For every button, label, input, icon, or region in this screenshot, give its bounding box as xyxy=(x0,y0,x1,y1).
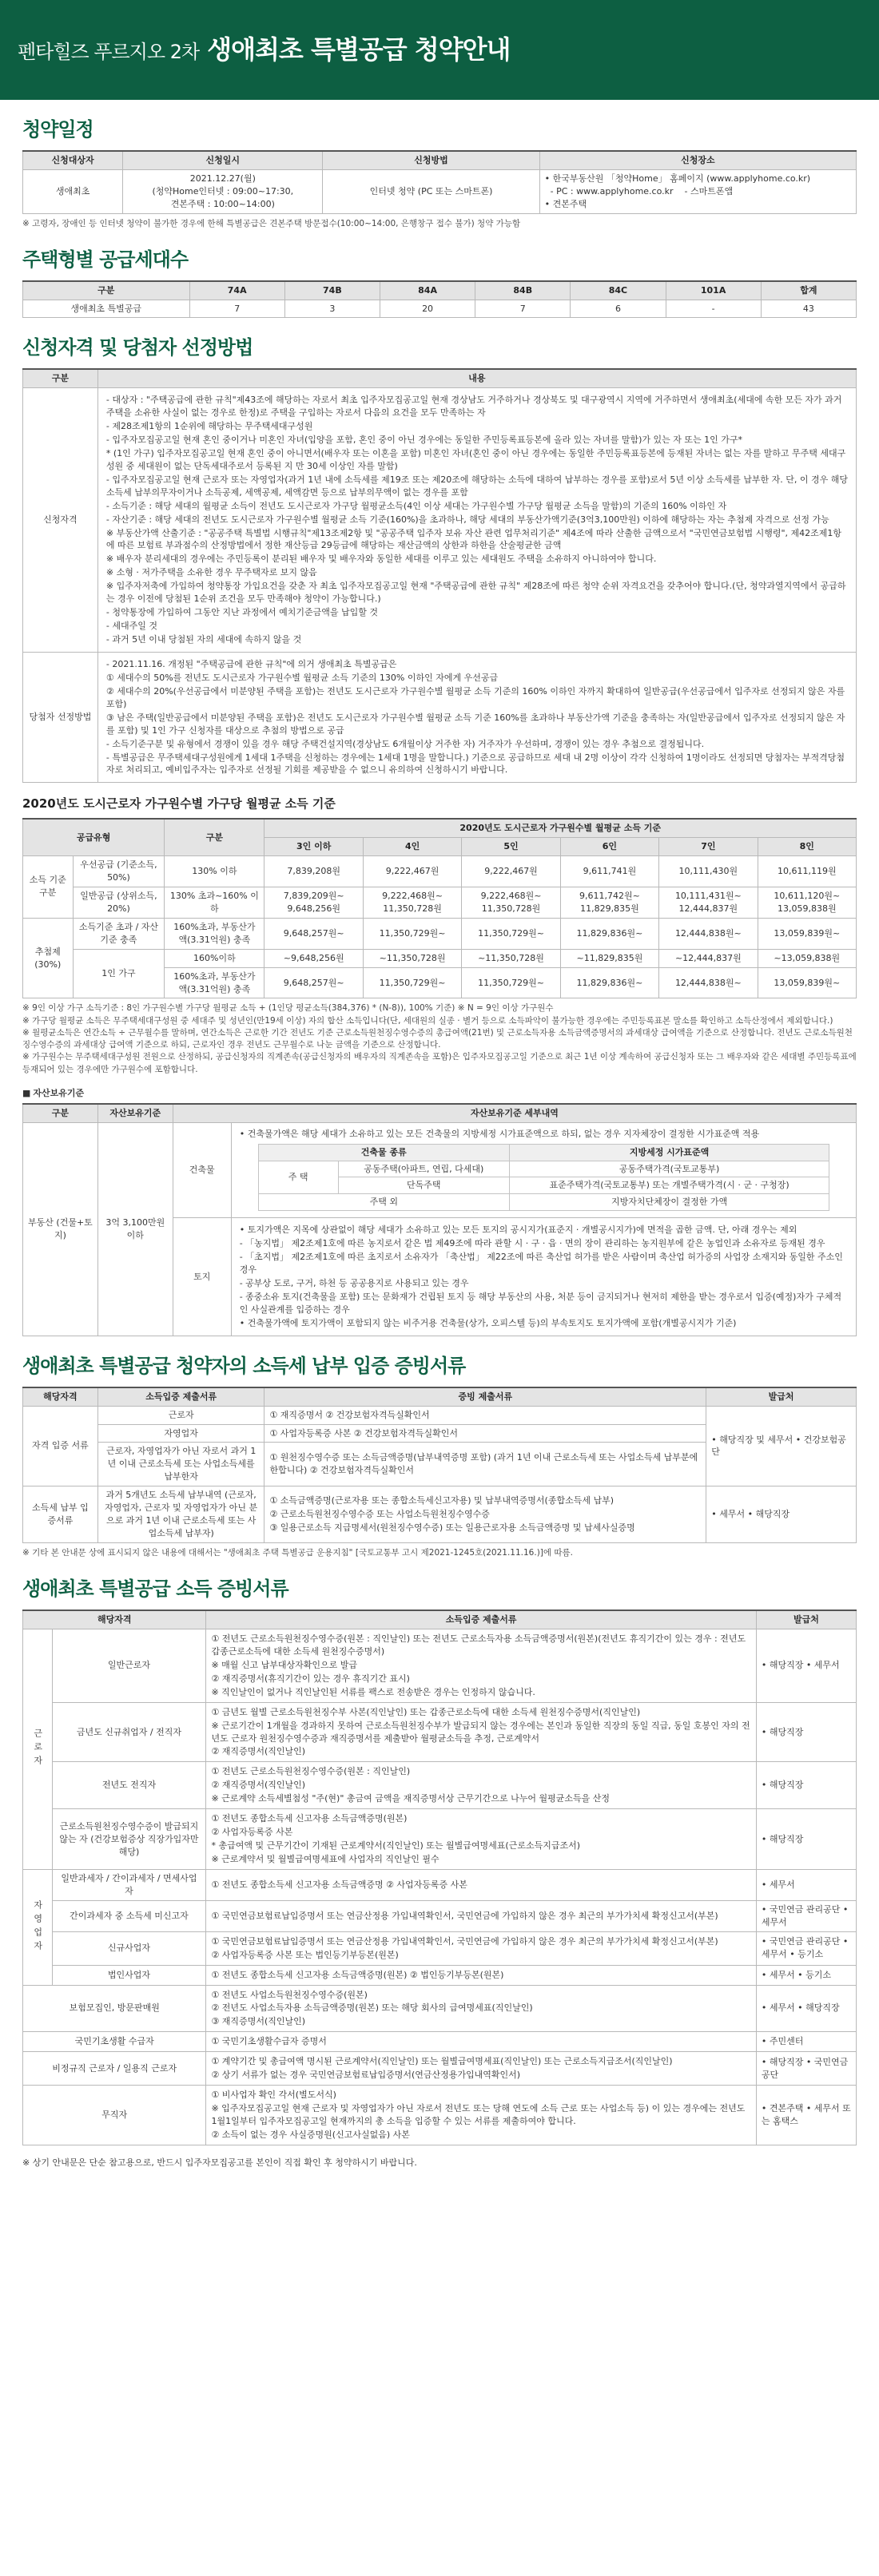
proof-qual: 간이과세자 중 소득세 미신고자 xyxy=(52,1900,206,1931)
header-cell: 84C xyxy=(571,281,666,300)
proof-doc-line: ② 상기 서류가 없는 경우 국민연금보험료납입증명서(연금산정용가입내역확인서) xyxy=(211,2070,521,2081)
land-item: - 「농지법」 제2조제1호에 따른 농지로서 같은 법 제49조에 따라 관할 시 · 구 · 읍 · 면의 장이 관리하는 농지원부에 같은 농업인과 소유자로 등재된 경우 xyxy=(239,1238,825,1249)
page-title-main: 생애최초 특별공급 청약안내 xyxy=(207,34,511,65)
proof-issuer: • 국민연금 관리공단 • 세무서 xyxy=(756,1900,856,1931)
proof-doc-line: ① 전년도 근로소득원천징수영수증(원본 : 직인날인) xyxy=(211,1766,411,1777)
tax-note: ※ 기타 본 안내문 상에 표시되지 않은 내용에 대해서는 "생애최초 주택 특별공급 운용지침" [국토교통부 고시 제2021-1245호(2021.11.16.)]에 따름. xyxy=(22,1548,573,1558)
footer-note: ※ 상기 안내문은 단순 참고용으로, 반드시 입주자모집공고를 본인이 직접 확인 후 청약하시기 바랍니다. xyxy=(22,2157,417,2168)
table-row xyxy=(23,300,857,318)
header-cell: 84A xyxy=(380,281,475,300)
income-value: 9,222,467원 xyxy=(462,856,560,887)
proof-qual: 일반근로자 xyxy=(52,1629,206,1702)
header-cell: 해당자격 xyxy=(23,1610,206,1629)
proof-doc-line: ① 국민기초생활수급자 증명서 xyxy=(211,2036,327,2047)
income-div: 130% 이하 xyxy=(165,856,264,887)
income-note: ※ 월평균소득은 연간소득 ÷ 근무월수를 말하며, 연간소득은 근로한 기간 전년도 기준 근로소득원천징수영수증의 총급여액(21번) 및 근로소득자용 소득금액증명서의 과세대상 급여액을 기준으로 산정합니다. 전년도 근로소득원천징수영수증의 과세대상 급여액 기준으로 하되, 근로자인 경우 전년도 근무월수로 나눈 금액을 기준으로 산정합니다. xyxy=(22,1027,853,1050)
qual-item: - 입주자모집공고일 현재 혼인 중이거나 미혼인 자녀(입양을 포함, 혼인 중이 아닌 경우에는 동일한 주민등록표등본에 올라 있는 자녀를 말함)가 있는 자 또는 1인 가구* xyxy=(105,434,743,445)
proof-doc-line: ② 소득이 없는 경우 사실증명원(신고사실없음) 사본 xyxy=(211,2129,410,2140)
table-row xyxy=(23,1486,857,1543)
income-div: 160%이하 xyxy=(165,949,264,967)
header-cell: 5인 xyxy=(462,838,560,856)
header-cell: 소득입증 제출서류 xyxy=(97,1387,264,1406)
building-type: 단독주택 xyxy=(338,1177,509,1194)
header-cell: 74A xyxy=(189,281,284,300)
supply-cell: 7 xyxy=(475,300,571,318)
qual-table xyxy=(22,368,857,783)
income-value: ~9,648,256원 xyxy=(264,949,363,967)
building-house-label: 주 택 xyxy=(258,1161,338,1194)
proof-docs xyxy=(206,1965,756,1985)
qual-item: ※ 배우자 분리세대의 경우에는 주민등록이 분리된 배우자 및 배우자와 동일한 세대를 이루고 있는 세대원도 주택을 소유하지 아니하여야 합니다. xyxy=(105,554,657,565)
tax-group: 소득세 납부 입증서류 xyxy=(23,1486,98,1543)
income-value: 10,611,120원~ 13,059,838원 xyxy=(758,887,856,918)
proof-docs xyxy=(206,2052,756,2086)
income-value: ~13,059,838원 xyxy=(758,949,856,967)
header-cell: 신청대상자 xyxy=(23,151,123,169)
supply-cell: 43 xyxy=(761,300,856,318)
income-div: 160%초과, 부동산가액(3.31억원) 충족 xyxy=(165,918,264,949)
header-cell: 101A xyxy=(666,281,761,300)
proof-qual: 법인사업자 xyxy=(52,1965,206,1985)
building-type: 공동주택(아파트, 연립, 다세대) xyxy=(338,1161,509,1177)
tax-doc-line: ③ 일용근로소득 지급명세서(원천징수영수증) 또는 일용근로자용 소득금액증명 및 납세사실증명 xyxy=(269,1522,635,1534)
header-cell: 구분 xyxy=(23,1104,98,1122)
proof-qual: 전년도 전직자 xyxy=(52,1762,206,1809)
income-title: 2020년도 도시근로자 가구원수별 가구당 월평균 소득 기준 xyxy=(22,796,336,812)
qual-item: - 2021.11.16. 개정된 "주택공급에 관한 규칙"에 의거 생애최초 특별공급은 xyxy=(105,658,397,669)
proof-doc-line: ※ 근로기간이 1개월을 경과하지 못하여 근로소득원천징수부가 발급되지 않는 경우에는 본인과 동일한 직장의 동일 직급, 동일 호봉인 자의 전년도 근로자 원천징수영수증과 재직증명서를 제출받아 월평균소득을 추정, 근로계약서 xyxy=(211,1720,750,1744)
qual-item: - 청약통장에 가입하여 그동안 지난 과정에서 예치기준금액을 납입할 것 xyxy=(105,607,378,618)
header-cell: 합계 xyxy=(761,281,856,300)
proof-issuer: • 세무서 • 해당직장 xyxy=(756,1985,856,2032)
income-value: 12,444,838원~ xyxy=(659,967,758,998)
proof-doc-line: ※ 직인날인이 없거나 직인날인된 서류를 팩스로 전송받은 경우는 인정하지 않습니다. xyxy=(211,1686,535,1697)
income-value: 11,350,729원~ xyxy=(462,967,560,998)
income-value: 11,350,729원~ xyxy=(462,918,560,949)
schedule-title: 청약일정 xyxy=(22,118,93,141)
building-type: 주택 외 xyxy=(258,1194,509,1211)
header-cell: 84B xyxy=(475,281,571,300)
datetime-line: 견본주택 : 10:00~14:00) xyxy=(170,198,275,209)
header-cell: 신청장소 xyxy=(539,151,856,169)
income-note: ※ 가구당 월평균 소득은 무주택세대구성원 중 세대주 및 성년인(만19세 이상) 자의 합산 소득입니다(단, 세대원의 실종 · 별거 등으로 소득파악이 불가능한 경우에는 주민등록표본 말소를 확인하고 소득산정에서 제외합니다.) xyxy=(22,1015,833,1026)
tax-issuer: • 해당직장 및 세무서 • 건강보험공단 xyxy=(706,1406,857,1486)
table-row xyxy=(258,1161,829,1177)
qual-item: - 대상자 : "주택공급에 관한 규칙"제43조에 해당하는 자로서 최초 입주자모집공고일 현재 경상남도 거주하거나 경상북도 및 대구광역시 지역에 거주하면서 생애최초(세대에 속한 모든 자가 과거 주택을 소유한 사실이 없는 경우로 한정)로 주택을 구입하는 자로서 다음의 요건을 모두 만족하는 자 xyxy=(105,395,842,419)
table-header-row xyxy=(23,281,857,300)
building-value: 표준주택가격(국토교통부) 또는 개별주택가격(시 · 군 · 구청장) xyxy=(509,1177,829,1194)
land-item: - 「초지법」 제2조제1호에 따른 초지로서 소유자가 「축산법」 제22조에 따른 축산업 허가를 받은 사람이며 축산업 허가증의 사업장 소재지와 동일한 주소인 경우 xyxy=(239,1252,843,1276)
building-value: 공동주택가격(국토교통부) xyxy=(509,1161,829,1177)
header-cell: 내용 xyxy=(97,369,856,387)
proof-doc-line: ② 재직증명서(직인날인) xyxy=(211,1780,306,1791)
table-row xyxy=(23,1629,857,1702)
proof-issuer: • 세무서 • 등기소 xyxy=(756,1965,856,1985)
header-cell: 해당자격 xyxy=(23,1387,98,1406)
proof-issuer: • 견본주택 • 세무서 또는 홈택스 xyxy=(756,2086,856,2145)
table-header-row xyxy=(23,369,857,387)
header-cell: 공급유형 xyxy=(23,819,165,855)
proof-issuer: • 주민센터 xyxy=(756,2032,856,2052)
header-cell: 7인 xyxy=(659,838,758,856)
tax-group: 자격 입증 서류 xyxy=(23,1406,98,1486)
proof-docs xyxy=(206,1869,756,1900)
qual-item: - 소득기준구분 및 유형에서 경쟁이 있을 경우 해당 주택건설지역(경상남도 6개월이상 거주한 자) 거주자가 우선하며, 경쟁이 있는 경우 추첨으로 결정됩니다. xyxy=(105,738,705,749)
proof-qual: 국민기초생활 수급자 xyxy=(23,2032,206,2052)
table-row xyxy=(23,2052,857,2086)
asset-land-detail xyxy=(231,1218,856,1336)
proof-issuer: • 해당직장 xyxy=(756,1809,856,1870)
income-value: 10,111,430원 xyxy=(659,856,758,887)
asset-limit: 3억 3,100만원 이하 xyxy=(97,1122,173,1336)
income-value: ~12,444,837원 xyxy=(659,949,758,967)
income-value: 7,839,208원 xyxy=(264,856,363,887)
building-value: 지방자치단체장이 결정한 가액 xyxy=(509,1194,829,1211)
proof-issuer: • 해당직장 • 국민연금공단 xyxy=(756,2052,856,2086)
proof-qual: 무직자 xyxy=(23,2086,206,2145)
income-value: 11,350,729원~ xyxy=(363,918,461,949)
proof-docs xyxy=(206,1702,756,1762)
proof-issuer: • 국민연금 관리공단 • 세무서 • 등기소 xyxy=(756,1931,856,1965)
schedule-method: 인터넷 청약 (PC 또는 스마트폰) xyxy=(323,169,539,213)
table-row xyxy=(23,652,857,782)
schedule-datetime xyxy=(123,169,323,213)
header-cell: 8인 xyxy=(758,838,856,856)
land-item: • 건축물가액에 토지가액이 포함되지 않는 비주거용 건축물(상가, 오피스텔 등)의 부속토지도 토지가액에 포함(개별공시지가 기준) xyxy=(239,1317,737,1328)
table-row xyxy=(23,1762,857,1809)
proof-docs xyxy=(206,1762,756,1809)
proof-docs xyxy=(206,1809,756,1870)
income-note: ※ 9인 이상 가구 소득기준 : 8인 가구원수별 가구당 월평균 소득 + (1인당 평균소득(384,376) * (N-8)), 100% 기준) ※ N = 9인 이상 가구원수 xyxy=(22,1003,554,1014)
selection-content xyxy=(97,652,856,782)
proof-doc-line: ① 국민연금보험료납입증명서 또는 연금산정용 가입내역확인서, 국민연금에 가입하지 않은 경우 최근의 부가가치세 확정신고서(부본) xyxy=(211,1935,718,1947)
income-div: 130% 초과~160% 이하 xyxy=(165,887,264,918)
proof-doc-line: ① 전년도 근로소득원천징수영수증(원본 : 직인날인) 또는 전년도 근로소득자용 소득금액증명서(원본)(전년도 휴직기간이 있는 경우 : 전년도 갑종근로소득에 대한 소득세 원천징수증명서) xyxy=(211,1633,746,1657)
income-value: 9,222,467원 xyxy=(363,856,461,887)
income-type: 일반공급 (상위소득, 20%) xyxy=(73,887,165,918)
income-value: 13,059,839원~ xyxy=(758,918,856,949)
income-notes xyxy=(22,1002,857,1075)
place-line: • 견본주택 xyxy=(544,198,587,209)
proof-doc-line: ① 국민연금보험료납입증명서 또는 연금산정용 가입내역확인서, 국민연금에 가입하지 않은 경우 최근의 부가가치세 확정신고서(부본) xyxy=(211,1910,718,1921)
table-row xyxy=(23,1965,857,1985)
proof-qual: 금년도 신규취업자 / 전직자 xyxy=(52,1702,206,1762)
asset-table xyxy=(22,1103,857,1336)
qual-item: ② 세대수의 20%(우선공급에서 미분양된 주택을 포함)는 전년도 도시근로자 가구원수별 월평균 소득 기준의 160% 이하인 자까지 확대하여 일반공급(우선공급에서 입주자로 선정되지 않은 자를 포함) xyxy=(105,685,845,709)
income-value: 9,222,468원~ 11,350,728원 xyxy=(363,887,461,918)
land-item: • 토지가액은 지목에 상관없이 해당 세대가 소유하고 있는 모든 토지의 공시지가(표준지 · 개별공시지가)에 면적을 곱한 금액. 단, 아래 경우는 제외 xyxy=(239,1224,797,1236)
tax-qual: 과거 5개년도 소득세 납부내역 (근로자, 자영업자, 근로자 및 자영업자가 아닌 분으로 과거 1년 이내 근로소득세 또는 사업소득세 납부자) xyxy=(97,1486,264,1543)
table-row xyxy=(23,887,857,918)
qual-content xyxy=(97,388,856,653)
tax-docs xyxy=(264,1486,706,1543)
income-type: 소득기준 초과 / 자산기준 충족 xyxy=(73,918,165,949)
income-value: ~11,350,728원 xyxy=(462,949,560,967)
supply-cell: - xyxy=(666,300,761,318)
table-row xyxy=(23,1122,857,1218)
table-row xyxy=(23,1809,857,1870)
header-cell: 6인 xyxy=(560,838,658,856)
proof-qual: 일반과세자 / 간이과세자 / 면세사업자 xyxy=(52,1869,206,1900)
header-cell: 3인 이하 xyxy=(264,838,363,856)
page-title xyxy=(18,31,510,68)
tax-table xyxy=(22,1387,857,1543)
income-value: 12,444,838원~ xyxy=(659,918,758,949)
tax-qual: 근로자 xyxy=(97,1406,264,1424)
proof-issuer: • 세무서 xyxy=(756,1869,856,1900)
table-row xyxy=(23,949,857,967)
table-header-row xyxy=(23,1610,857,1629)
schedule-places xyxy=(539,169,856,213)
building-table xyxy=(258,1144,830,1212)
proof-issuer: • 해당직장 xyxy=(756,1762,856,1809)
income-value: 11,829,836원~ xyxy=(560,918,658,949)
table-row xyxy=(258,1177,829,1194)
header-cell: 2020년도 도시근로자 가구원수별 월평균 소득 기준 xyxy=(264,819,857,837)
supply-cell: 생애최초 특별공급 xyxy=(23,300,190,318)
header-cell: 건축물 종류 xyxy=(258,1144,509,1161)
proof-doc-line: ① 전년도 종합소득세 신고자용 소득금액증명(원본) ② 법인등기부등본(원본) xyxy=(211,1969,504,1980)
asset-building-detail xyxy=(231,1122,856,1218)
proof-doc-line: ② 사업자등록증 사본 또는 법인등기부등본(원본) xyxy=(211,1949,399,1960)
tax-qual: 근로자, 자영업자가 아닌 자로서 과거 1년 이내 근로소득세 또는 사업소득세를 납부한자 xyxy=(97,1443,264,1486)
table-header-row xyxy=(258,1144,829,1161)
table-row xyxy=(23,388,857,653)
tax-issuer: • 세무서 • 해당직장 xyxy=(706,1486,857,1543)
proof-doc-line: ① 전년도 종합소득세 신고자용 소득금액증명 ② 사업자등록증 사본 xyxy=(211,1879,467,1890)
proof-group: 자영업자 xyxy=(23,1869,53,1985)
proof-doc-line: * 총급여액 및 근무기간이 기재된 근로계약서(직인날인) 또는 월별급여명세표(근로소득지급조서) xyxy=(211,1840,581,1852)
income-value: 9,611,742원~ 11,829,835원 xyxy=(560,887,658,918)
proof-doc-line: ② 재직증명서(휴직기간이 있는 경우 휴직기간 표시) xyxy=(211,1673,410,1684)
income-value: 9,611,741원 xyxy=(560,856,658,887)
proof-doc-line: ① 전년도 종합소득세 신고자용 소득금액증명(원본) xyxy=(211,1813,408,1824)
land-item: - 공부상 도로, 구거, 하천 등 공공용지로 사용되고 있는 경우 xyxy=(239,1278,469,1289)
table-row xyxy=(23,2086,857,2145)
income-value: 9,648,257원~ xyxy=(264,918,363,949)
proof-issuer: • 해당직장 xyxy=(756,1702,856,1762)
income-table xyxy=(22,818,857,998)
income-type: 우선공급 (기준소득, 50%) xyxy=(73,856,165,887)
proof-doc-line: ※ 매월 신고 납부대상자확인으로 발급 xyxy=(211,1659,358,1670)
qual-label: 신청자격 xyxy=(23,388,98,653)
proof-doc-line: ③ 재직증명서(직인날인) xyxy=(211,2016,306,2027)
qual-item: - 소득기준 : 해당 세대의 월평균 소득이 전년도 도시근로자 가구당 월평균소득(4인 이상 세대는 가구원수별 가구당 월평균 소득을 말함)의 기준의 160% 이하인 자 xyxy=(105,500,727,511)
qual-item: - 입주자모집공고일 현재 근로자 또는 자영업자(과거 1년 내에 소득세를 제19조 또는 제20조에 해당하는 소득에 대하여 납부하는 경우를 포함)로서 5년 이상 소득세를 납부한 자. 단, 이 경우 해당 소득세 납부의무자이거나 소득공제, 세액공제, 세액감면 등으로 납부의무액이 없는 경우를 포함 xyxy=(105,474,848,498)
qual-item: ※ 입주자저축에 가입하여 청약통장 가입요건을 갖춘 자 최초 입주자모집공고일 현재 "주택공급에 관한 규칙" 제28조에 따른 청약 순위 자격요건을 갖추어야 합니다.(단, 청약과열지역에서 공급하는 경우 이전에 당첨된 1순위 조건을 모두 만족해야 청약이 가능합니다.) xyxy=(105,581,846,605)
qual-item: ① 세대수의 50%를 전년도 도시근로자 가구원수별 월평균 소득 기준의 130% 이하인 자에게 우선공급 xyxy=(105,672,499,683)
qual-item: - 과거 5년 이내 당첨된 자의 세대에 속하지 않을 것 xyxy=(105,634,302,645)
supply-title: 주택형별 공급세대수 xyxy=(22,248,189,271)
proof-doc-line: ① 전년도 사업소득원천징수영수증(원본) xyxy=(211,1989,368,2000)
table-row xyxy=(23,169,857,213)
supply-cell: 7 xyxy=(189,300,284,318)
proof-docs xyxy=(206,1931,756,1965)
header-cell: 4인 xyxy=(363,838,461,856)
qual-item: ※ 소형 · 저가주택을 소유한 경우 무주택자로 보지 않음 xyxy=(105,567,317,578)
tax-doc-line: ① 소득금액증명(근로자용 또는 종합소득세신고자용) 및 납부내역증명서(종합소득세 납부) xyxy=(269,1495,614,1506)
place-line: - PC : www.applyhome.co.kr - 스마트폰앱 xyxy=(544,185,734,196)
table-row xyxy=(23,1900,857,1931)
tax-qual: 자영업자 xyxy=(97,1424,264,1443)
supply-cell: 6 xyxy=(571,300,666,318)
header-cell: 증빙 제출서류 xyxy=(264,1387,706,1406)
proof-qual: 비정규직 근로자 / 일용직 근로자 xyxy=(23,2052,206,2086)
proof-qual: 신규사업자 xyxy=(52,1931,206,1965)
income-value: ~11,829,835원 xyxy=(560,949,658,967)
table-header-row xyxy=(23,1104,857,1122)
page-title-sub: 펜타힐즈 푸르지오 2차 xyxy=(18,41,200,64)
supply-cell: 20 xyxy=(380,300,475,318)
header-cell: 소득입증 제출서류 xyxy=(206,1610,756,1629)
table-row xyxy=(23,856,857,887)
qual-item: ※ 부동산가액 산출기준 : "공공주택 특별법 시행규칙"제13조제2항 및 "공공주택 입주자 보유 자산 관련 업무처리기준" 제4조에 따라 산출한 금액으로서 "국민연금보험법 시행령", 제42조제1항에 따른 보험료 부과점수의 산정방법에서 정한 재산등급 29등급에 해당하는 재산금액의 상한과 하한을 산술평균한 금액 xyxy=(105,527,841,551)
proof-docs xyxy=(206,2032,756,2052)
tax-doc-line: ② 근로소득원천징수영수증 또는 사업소득원천징수영수증 xyxy=(269,1509,490,1520)
table-row xyxy=(23,1406,857,1424)
schedule-note: ※ 고령자, 장애인 등 인터넷 청약이 불가한 경우에 한해 특별공급은 견본주택 방문접수(10:00~14:00, 은행창구 접수 불가) 청약 가능함 xyxy=(22,218,521,228)
table-row xyxy=(23,1931,857,1965)
income-value: 9,648,257원~ xyxy=(264,967,363,998)
income-group: 추첨제 (30%) xyxy=(23,918,74,998)
header-cell: 자산보유기준 세부내역 xyxy=(173,1104,856,1122)
table-row xyxy=(23,918,857,949)
datetime-line: 2021.12.27(월) xyxy=(189,173,256,184)
qual-title: 신청자격 및 당첨자 선정방법 xyxy=(22,336,253,359)
header-cell: 지방세정 시가표준액 xyxy=(509,1144,829,1161)
proof-docs xyxy=(206,1900,756,1931)
proof-title: 생애최초 특별공급 소득 증빙서류 xyxy=(22,1578,288,1601)
proof-doc-line: ※ 근로계약 소득세별첨성 "주(현)" 총금여 금액을 재직증명서상 근무기간으로 나누어 월평균소득을 산정 xyxy=(211,1793,611,1804)
proof-doc-line: ① 계약기간 및 총급여액 명시된 근로계약서(직인날인) 또는 월별급여명세표(직인날인) 또는 근로소득지급조서(직인날인) xyxy=(211,2056,673,2067)
land-item: - 종중소유 토지(건축물을 포함) 또는 문화재가 건립된 토지 등 해당 부동산의 사용, 처분 등이 금지되거나 현저히 제한을 받는 경우로서 입증(예정)자가 구체적인 사실관계를 입증하는 경우 xyxy=(239,1292,842,1315)
proof-issuer: • 해당직장 • 세무서 xyxy=(756,1629,856,1702)
header-cell: 발급처 xyxy=(706,1387,857,1406)
income-value: 13,059,839원~ xyxy=(758,967,856,998)
income-value: 11,829,836원~ xyxy=(560,967,658,998)
tax-docs: ① 원천징수영수증 또는 소득금액증명(납부내역증명 포함) (과거 1년 이내 근로소득세 또는 사업소득세 납부분에 한합니다) ② 건강보험자격득실확인서 xyxy=(264,1443,706,1486)
proof-qual: 근로소득원천징수영수증이 발급되지 않는 자 (건강보험증상 직장가입자만 해당) xyxy=(52,1809,206,1870)
proof-doc-line: ② 재직증명서(직인날인) xyxy=(211,1746,306,1757)
qual-item: ③ 남은 주택(일반공급에서 미분양된 주택을 포함)은 전년도 도시근로자 가구원수별 월평균 소득 기준 160%를 초과하나 부동산가액 기준을 충족하는 자(일반공급에서 입주자로 선정되지 않은 자를 포함) 및 1인 가구 신청자를 대상으로 추첨의 방법으로 공급 xyxy=(105,712,845,736)
header-cell: 74B xyxy=(284,281,380,300)
table-header-row xyxy=(23,819,857,837)
proof-doc-line: ② 사업자등록증 사본 xyxy=(211,1827,293,1838)
asset-label: 부동산 (건물+토지) xyxy=(23,1122,98,1336)
proof-docs xyxy=(206,1629,756,1702)
asset-title: ■ 자산보유기준 xyxy=(22,1087,857,1100)
table-row xyxy=(23,1985,857,2032)
supply-table xyxy=(22,280,857,319)
header-cell: 구분 xyxy=(165,819,264,855)
building-intro: • 건축물가액은 해당 세대가 소유하고 있는 모든 건축물의 지방세정 시가표준액으로 하되, 없는 경우 지자체장이 결정한 시가표준액 적용 xyxy=(239,1128,760,1139)
qual-item: - 자산기준 : 해당 세대의 전년도 도시근로자 가구원수별 월평균 소득 기준(160%)을 초과하나, 해당 세대의 부동산가액기준(3억3,100만원) 이하에 해당하는 자는 추첨제 자격으로 선정 가능 xyxy=(105,514,829,525)
supply-cell: 3 xyxy=(284,300,380,318)
schedule-table xyxy=(22,150,857,214)
tax-docs: ① 재직증명서 ② 건강보험자격득실확인서 xyxy=(264,1406,706,1424)
income-value: 11,350,729원~ xyxy=(363,967,461,998)
income-value: 7,839,209원~ 9,648,256원 xyxy=(264,887,363,918)
income-value: 9,222,468원~ 11,350,728원 xyxy=(462,887,560,918)
tax-docs: ① 사업자등록증 사본 ② 건강보험자격득실확인서 xyxy=(264,1424,706,1443)
page-header xyxy=(0,0,879,100)
income-value: 10,111,431원~ 12,444,837원 xyxy=(659,887,758,918)
tax-title: 생애최초 특별공급 청약자의 소득세 납부 입증 증빙서류 xyxy=(22,1354,466,1377)
proof-doc-line: ① 비사업자 확인 각서(별도서식) xyxy=(211,2090,336,2101)
income-group: 소득 기준 구분 xyxy=(23,856,74,919)
table-row xyxy=(23,1869,857,1900)
qual-item: - 세대주일 것 xyxy=(105,621,157,632)
income-div: 160%초과, 부동산가액(3.31억원) 충족 xyxy=(165,967,264,998)
table-row xyxy=(23,2032,857,2052)
header-cell: 자산보유기준 xyxy=(97,1104,173,1122)
asset-building-label: 건축물 xyxy=(173,1122,231,1218)
proof-doc-line: ※ 입주자모집공고일 현재 근로자 및 자영업자가 아닌 자로서 전년도 또는 당해 연도에 소득 근로 또는 사업소득 등) 이 있는 경우에는 전년도 1월1일부터 입주자모집공고일 현재까지의 총 소득을 입증할 수 있는 서류를 제출하여야 합니다. xyxy=(211,2103,746,2127)
datetime-line: (청약Home인터넷 : 09:00~17:30, xyxy=(152,185,294,196)
proof-docs xyxy=(206,2086,756,2145)
proof-doc-line: ② 전년도 사업소득자용 소득금액증명(원본) 또는 해당 회사의 급여명세표(직인날인) xyxy=(211,2002,533,2014)
header-cell: 신청방법 xyxy=(323,151,539,169)
income-value: ~11,350,728원 xyxy=(363,949,461,967)
table-row xyxy=(258,1194,829,1211)
proof-docs xyxy=(206,1985,756,2032)
qual-item: * (1인 가구) 입주자모집공고일 현재 혼인 중이 아니면서(배우자 또는 이혼을 포함) 미혼인 자녀(혼인 중이 아닌 경우에는 동일한 주민등록표등본에 등재된 자녀는 없는 자를 말하고 무주택 세대구성원 중 세대원이 없는 단독세대주로서 등록된 지 만 30세 이상인 자를 말함) xyxy=(105,447,846,471)
qual-item: - 제28조제1항의 1순위에 해당하는 무주택세대구성원 xyxy=(105,421,313,432)
header-cell: 구분 xyxy=(23,281,190,300)
header-cell: 신청일시 xyxy=(123,151,323,169)
qual-item: - 특별공급은 무주택세대구성원에게 1세대 1주택을 신청하는 경우에는 1세대 1명을 말합니다.) 기준으로 공급하므로 세대 내 2명 이상이 각각 신청하여 1명이라도 선정되면 당첨자는 부적격당첨자로 처리되고, 예비입주자는 입주자로 선정될 기회를 제공받을 수 없으니 유의하여 신청하시기 바랍니다. xyxy=(105,752,845,776)
proof-table xyxy=(22,1610,857,2145)
proof-doc-line: ※ 근로계약서 및 월별급여명세표에 사업자의 직인날인 필수 xyxy=(211,1854,440,1865)
table-row xyxy=(23,1702,857,1762)
header-cell: 발급처 xyxy=(756,1610,856,1629)
income-value: 10,611,119원 xyxy=(758,856,856,887)
schedule-target: 생애최초 xyxy=(23,169,123,213)
place-line: • 한국부동산원 「청약Home」 홈페이지 (www.applyhome.co.kr) xyxy=(544,173,811,184)
table-header-row xyxy=(23,151,857,169)
table-header-row xyxy=(23,1387,857,1406)
proof-group: 근로자 xyxy=(23,1629,53,1869)
header-cell: 구분 xyxy=(23,369,98,387)
asset-land-label: 토지 xyxy=(173,1218,231,1336)
income-type: 1인 가구 xyxy=(73,949,165,998)
proof-doc-line: ① 금년도 월별 근로소득원천징수부 사본(직인날인) 또는 갑종근로소득에 대한 소득세 원천징수증명서(직인날인) xyxy=(211,1706,641,1717)
qual-label: 당첨자 선정방법 xyxy=(23,652,98,782)
proof-qual: 보험모집인, 방문판매원 xyxy=(23,1985,206,2032)
income-note: ※ 가구원수는 무주택세대구성원 전원으로 산정하되, 공급신청자의 직계존속(공급신청자의 배우자의 직계존속을 포함)은 입주자모집공고일 기준으로 최근 1년 이상 계속하여 공급신청자 또는 그 배우자와 같은 세대별 주민등록표에 등재되어 있는 경우에만 가구원수에 포함합니다. xyxy=(22,1052,857,1074)
